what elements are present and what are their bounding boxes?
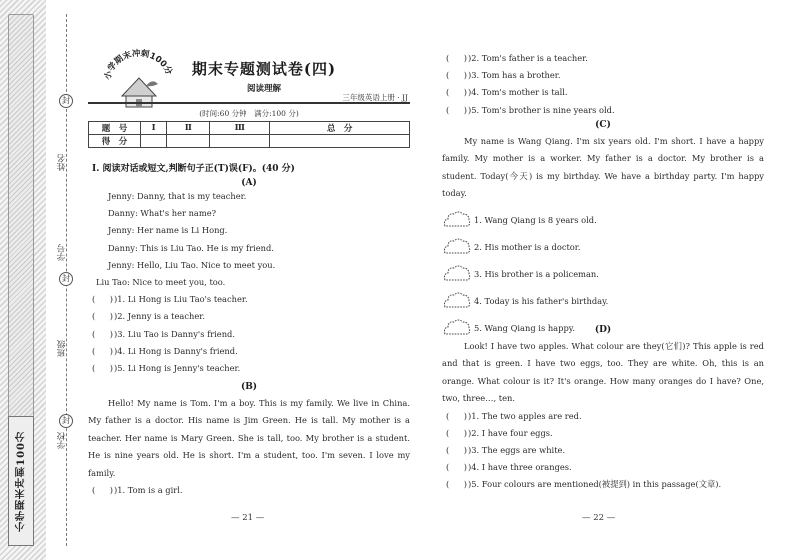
question-list [88,482,410,499]
passage-b [88,382,410,499]
table-cell: 总 分 [270,122,410,135]
score-input-cell[interactable] [167,135,210,148]
answer-blank[interactable] [446,442,468,459]
right-page [442,0,764,560]
question-item: ( ) )3. Tom has a brother. [446,67,764,84]
binding-hole: 封 [59,414,73,428]
left-page [88,0,410,560]
answer-blank[interactable] [446,425,468,442]
passage-c [442,120,764,342]
score-input-cell[interactable] [141,135,167,148]
score-input-cell[interactable] [270,135,410,148]
strip-field-name: 姓名 [57,154,67,171]
question-item: 1. Wang Qiang is 8 years old. [442,207,764,234]
passage-a [88,178,410,377]
answer-blank[interactable] [92,308,114,325]
strip-field-school: 学校 [57,432,67,449]
question-item: ( ) )3. The eggs are white. [446,442,764,459]
answer-blank[interactable] [446,84,468,101]
score-input-cell[interactable] [210,135,270,148]
question-item: ( ) )2. Tom's father is a teacher. [446,50,764,67]
table-cell: Ⅰ [141,122,167,135]
page-title: 期末专题测试卷(四) [191,60,337,78]
answer-blank[interactable] [446,50,468,67]
passage-label: (C) [595,120,611,130]
answer-blank[interactable] [92,360,114,377]
passage-label: (D) [594,325,612,335]
binding-strip [0,0,88,560]
strip-field-class: 班级 [57,340,67,357]
question-list [442,408,764,494]
question-item: ( ) )4. Tom's mother is tall. [446,84,764,101]
dialog [88,188,410,291]
page-number: — 21 — [231,513,265,523]
table-cell: Ⅲ [210,122,270,135]
answer-cloud-icon[interactable] [442,291,472,311]
answer-blank[interactable] [446,408,468,425]
dialog-line: Jenny: Danny, that is my teacher. [108,191,247,201]
question-item: ( ) )5. Li Hong is Jenny's teacher. [92,360,410,377]
question-item: ( ) )3. Liu Tao is Danny's friend. [92,326,410,343]
question-item: ( ) )5. Four colours are mentioned(被提到) in this passage(文章). [446,476,764,493]
table-cell: 得 分 [89,135,141,148]
answer-blank[interactable] [446,459,468,476]
score-table-header-row [89,122,410,135]
table-cell: Ⅱ [167,122,210,135]
title-divider [88,102,410,104]
answer-blank[interactable] [92,482,114,499]
question-item: ( ) )1. The two apples are red. [446,408,764,425]
svg-text:小学期末冲刺100分: 小学期末冲刺100分 [102,48,174,81]
answer-blank[interactable] [446,476,468,493]
question-item: 3. His brother is a policeman. [442,261,764,288]
dialog-line: Danny: This is Liu Tao. He is my friend. [108,242,274,253]
passage-text: Look! I have two apples. What colour are they(它们)? This apple is red and that is green. I have two eggs, too. They are white. Oh, this is an orange. What colour is it? It's orange. How many oranges do I have? One, two, three…, ten. [442,341,764,404]
answer-blank[interactable] [92,291,114,308]
passage-label: (B) [240,382,258,392]
answer-cloud-icon[interactable] [442,210,472,230]
dialog-line: Jenny: Her name is Li Hong. [108,225,228,236]
question-list [88,291,410,377]
page-subtitle: 阅读理解 [246,84,281,94]
answer-blank[interactable] [92,343,114,360]
question-item: 2. His mother is a doctor. [442,234,764,261]
answer-cloud-icon[interactable] [442,237,472,257]
question-item: ( ) )2. I have four eggs. [446,425,764,442]
answer-blank[interactable] [446,67,468,84]
answer-blank[interactable] [446,102,468,119]
question-item: ( ) )4. Li Hong is Danny's friend. [92,343,410,360]
section-heading: Ⅰ. 阅读对话或短文,判断句子正(T)误(F)。(40 分) [92,164,295,174]
dialog-line: Danny: What's her name? [108,208,217,219]
question-item: ( ) )4. I have three oranges. [446,459,764,476]
table-cell: 题 号 [89,122,141,135]
passage-label: (A) [241,178,257,188]
question-item: ( ) )1. Tom is a girl. [92,482,410,499]
binding-hole: 封 [59,94,73,108]
strip-brand-logo: 小学期末冲刺100分 [8,416,34,546]
binding-hole: 封 [59,272,73,286]
dialog-line: Jenny: Hello, Liu Tao. Nice to meet you. [108,259,276,270]
question-item: 5. Wang Qiang is happy. [442,315,764,342]
page-number: — 22 — [582,513,616,523]
question-item: ( ) )1. Li Hong is Liu Tao's teacher. [92,291,410,308]
strip-field-number: 学号 [57,244,67,261]
grade-label: 三年级英语上册 · JJ [342,93,408,102]
question-item: ( ) )5. Tom's brother is nine years old. [446,102,764,119]
passage-text: My name is Wang Qiang. I'm six years old. I'm short. I have a happy family. My mother is a worker. My father is a doctor. My brother is a student. Today(今天) is my birthday. We have a birthday party. I'm happy today. [442,136,764,199]
score-table-score-row [89,135,410,148]
question-list [442,50,764,119]
passage-d [442,325,764,494]
dialog-line: Liu Tao: Nice to meet you, too. [96,277,226,288]
score-table [88,121,410,148]
answer-blank[interactable] [92,326,114,343]
passage-text: Hello! My name is Tom. I'm a boy. This is my family. We live in China. My father is a doctor. His name is Jim Green. He is tall. My mother is a teacher. Her name is Mary Green. She is tall, too. My brother is a student. He is nine years old. He is short. I'm a student, too. I'm seven. I love my family. [88,398,410,478]
question-item: ( ) )2. Jenny is a teacher. [92,308,410,325]
question-item: 4. Today is his father's birthday. [442,288,764,315]
answer-cloud-icon[interactable] [442,264,472,284]
time-info: (时间:60 分钟 满分:100 分) [199,109,299,118]
question-list [442,207,764,342]
